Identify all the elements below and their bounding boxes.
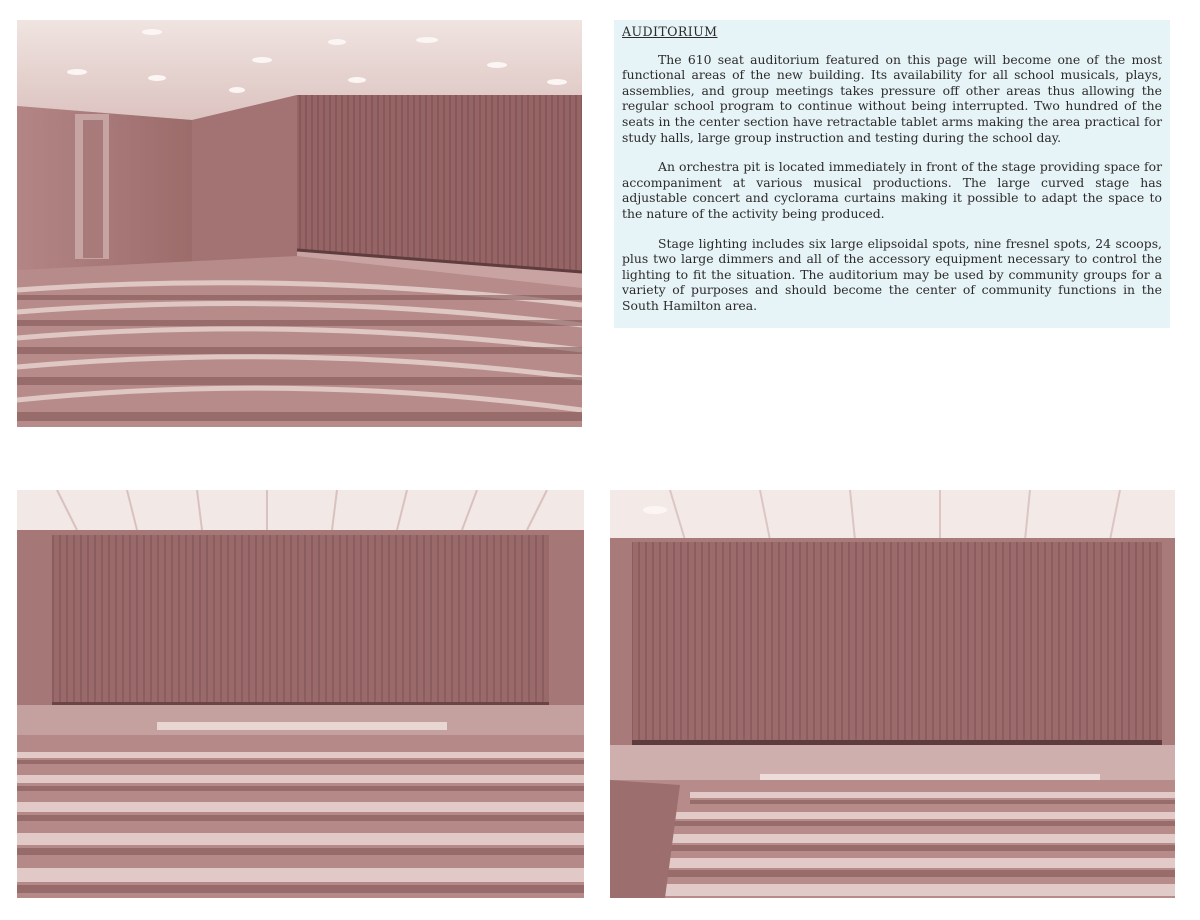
section-heading: AUDITORIUM [622,24,718,39]
paragraph-stage: An orchestra pit is located immediately in front of the stage providing space for accompaniment at various musical productions. The large curved stage has adjustable concert and cyclorama curtains making it possible to adapt the space to the nature of the activity being produced. [622,159,1162,221]
auditorium-stage-view-image [610,490,1175,898]
paragraph-lighting: Stage lighting includes six large elipsoidal spots, nine fresnel spots, 24 scoops, plus two large dimmers and all of the accessory equipment necessary to control the lighting to fit the situation. The auditorium may be used by community groups for a variety of purposes and should become the center of community functions in the South Hamilton area. [622,235,1162,313]
auditorium-center-rear-view-image [17,490,584,898]
auditorium-side-view-photo [17,20,582,427]
auditorium-side-view-image [17,20,582,427]
paragraph-seating: The 610 seat auditorium featured on this page will become one of the most functional areas of the new building. Its availability for all school musicals, plays, assemblies, and group meetings takes pressure off other areas thus allowing the regular school program to continue without being interrupted. Two hundred of the seats in the center section have retractable tablet arms making the area practical for study halls, large group instruction and testing during the school day. [622,51,1162,145]
auditorium-center-rear-view-photo [17,490,584,898]
auditorium-stage-view-photo [610,490,1175,898]
auditorium-description-panel [614,20,1170,328]
